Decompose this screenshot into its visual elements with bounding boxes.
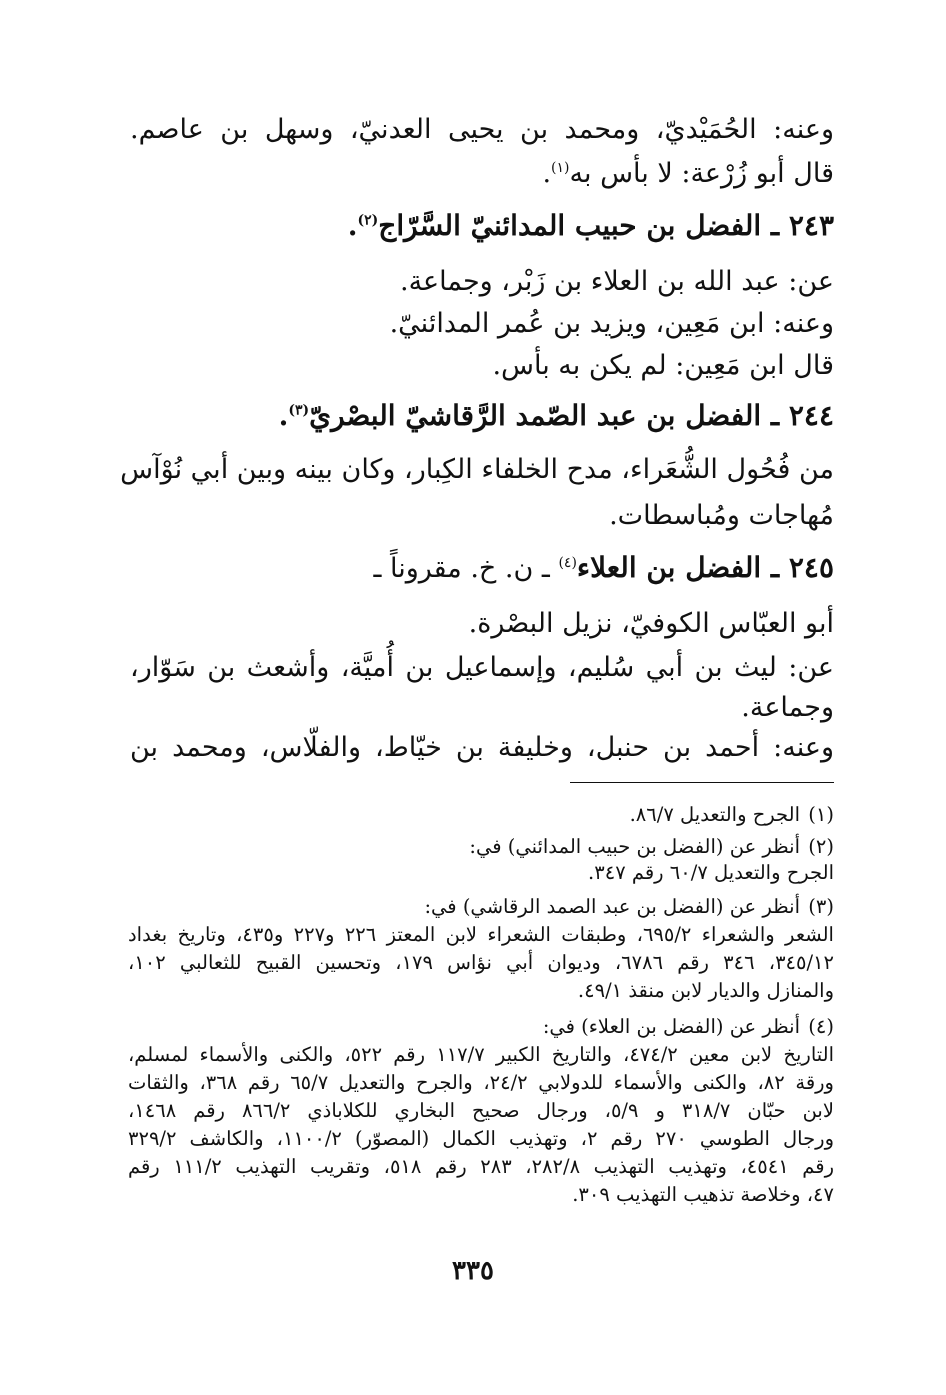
body-text: قال ابن مَعِين: لم يكن به بأس. [492, 350, 834, 381]
heading-text: ٢٤٥ ـ الفضل بن العلاء [576, 551, 834, 584]
entry-heading-243 [130, 206, 834, 246]
footnote-2 [128, 834, 834, 860]
body-punct: . [278, 399, 289, 432]
body-line [130, 648, 834, 688]
body-line [120, 450, 834, 490]
footnote-text: أنظر عن (الفضل بن حبيب المدائني) في: [469, 835, 800, 858]
footnote-text: والمنازل والديار لابن منقذ ٤٩/١. [577, 979, 834, 1002]
footnote-text: أنظر عن (الفضل بن العلاء) في: [542, 1015, 800, 1038]
footnote-4-cont [128, 1098, 834, 1124]
footnote-number: (١) [808, 803, 834, 826]
body-text: وعنه: ابن مَعِين، ويزيد بن عُمر المدائنيّ. [389, 308, 834, 339]
footnote-text: الجرح والتعديل ٦٠/٧ رقم ٣٤٧. [588, 861, 834, 884]
body-text: وجماعة. [741, 692, 834, 723]
entry-heading-245 [130, 548, 834, 589]
footnote-text: لابن حبّان ٣١٨/٧ و ٥/٩، ورجال صحيح البخاري للكلاباذي ٨٦٦/٢ رقم ١٤٦٨، [128, 1099, 834, 1122]
body-text: عن: عبد الله بن العلاء بن زَبْر، وجماعة. [399, 266, 834, 297]
body-line [130, 346, 834, 386]
body-text: مُهاجات ومُباسطات. [609, 500, 834, 531]
footnote-text: أنظر عن (الفضل بن عبد الصمد الرقاشي) في: [424, 895, 800, 918]
body-punct: . [347, 209, 358, 242]
body-line [130, 304, 834, 344]
body-text: قال أبو زُرْعة: لا بأس به [569, 158, 834, 189]
footnote-1 [128, 802, 834, 828]
footnote-3-cont [128, 950, 834, 976]
footnote-4-cont [128, 1182, 834, 1208]
body-text: من فُحُول الشُّعَراء، مدح الخلفاء الكِبار، وكان بينه وبين أبي نُوْآس [120, 454, 834, 485]
body-line [130, 688, 834, 728]
body-line [130, 604, 834, 644]
heading-text: ٢٤٣ ـ الفضل بن حبيب المدائنيّ السَّرّاج [378, 209, 834, 242]
body-line [130, 496, 834, 536]
footnote-2-cont [128, 860, 834, 886]
body-line [130, 728, 834, 768]
footnote-separator [570, 782, 834, 783]
body-text: وعنه: الحُمَيْديّ، ومحمد بن يحيى العدنيّ، وسهل بن عاصم. [130, 114, 834, 145]
page-number: ٣٣٥ [452, 1256, 494, 1286]
footnote-4 [128, 1014, 834, 1040]
footnote-4-cont [128, 1042, 834, 1068]
entry-heading-244 [130, 396, 834, 436]
footnote-text: الشعر والشعراء ٦٩٥/٢، وطبقات الشعراء لابن المعتز ٢٢٦ و٢٢٧ و٤٣٥، وتاريخ بغداد [128, 923, 834, 946]
body-text: عن: ليث بن أبي سُليم، وإسماعيل بن أُميَّة، وأشعث بن سَوّار، [130, 652, 834, 683]
heading-text: ٢٤٤ ـ الفضل بن عبد الصّمد الرَّقاشيّ البصْريّ [309, 399, 834, 432]
footnote-3 [128, 894, 834, 920]
footnote-text: التاريخ لابن معين ٤٧٤/٢، والتاريخ الكبير ١١٧/٧ رقم ٥٢٢، والكنى والأسماء لمسلم، [128, 1043, 835, 1066]
footnote-4-cont [128, 1126, 834, 1152]
body-line [130, 262, 834, 302]
footnote-3-cont [128, 922, 834, 948]
footnote-4-cont [128, 1070, 834, 1096]
footnote-ref: (١) [551, 160, 570, 176]
footnote-text: ورجال الطوسي ٢٧٠ رقم ٢، وتهذيب الكمال (المصوّر) ١١٠٠/٢، والكاشف ٣٢٩/٢ [128, 1127, 834, 1150]
footnote-3-cont [128, 978, 834, 1004]
footnote-number: (٣) [808, 895, 834, 918]
footnote-ref: (٤) [558, 555, 577, 571]
body-line [130, 110, 834, 150]
footnote-text: ٣٤٥/١٢، ٣٤٦ رقم ٦٧٨٦، وديوان أبي نؤاس ١٧٩، وتحسين القبيح للثعالبي ١٠٢، [128, 951, 835, 974]
body-line [130, 154, 834, 194]
footnote-4-cont [128, 1154, 834, 1180]
footnote-text: الجرح والتعديل ٨٦/٧. [629, 803, 800, 826]
footnote-ref: (٢) [357, 212, 379, 229]
footnote-text: ورقة ٨٢، والكنى والأسماء للدولابي ٢٤/٢، والجرح والتعديل ٦٥/٧ رقم ٣٦٨، والثقات [128, 1071, 834, 1094]
footnote-ref: (٣) [288, 402, 310, 419]
body-text: أبو العبّاس الكوفيّ، نزيل البصْرة. [468, 608, 834, 639]
body-punct: . [542, 158, 552, 189]
footnote-text: ٤٧، وخلاصة تذهيب التهذيب ٣٠٩. [572, 1183, 834, 1206]
footnote-number: (٤) [808, 1015, 834, 1038]
body-text: وعنه: أحمد بن حنبل، وخليفة بن خيّاط، والفلّاس، ومحمد بن [130, 732, 834, 763]
footnote-number: (٢) [808, 835, 834, 858]
footnote-text: رقم ٤٥٤١، وتهذيب التهذيب ٢٨٢/٨، ٢٨٣ رقم ٥١٨، وتقريب التهذيب ١١١/٢ رقم [128, 1155, 835, 1178]
sigla-text: ـ ن. خ. مقروناً ـ [373, 553, 550, 584]
